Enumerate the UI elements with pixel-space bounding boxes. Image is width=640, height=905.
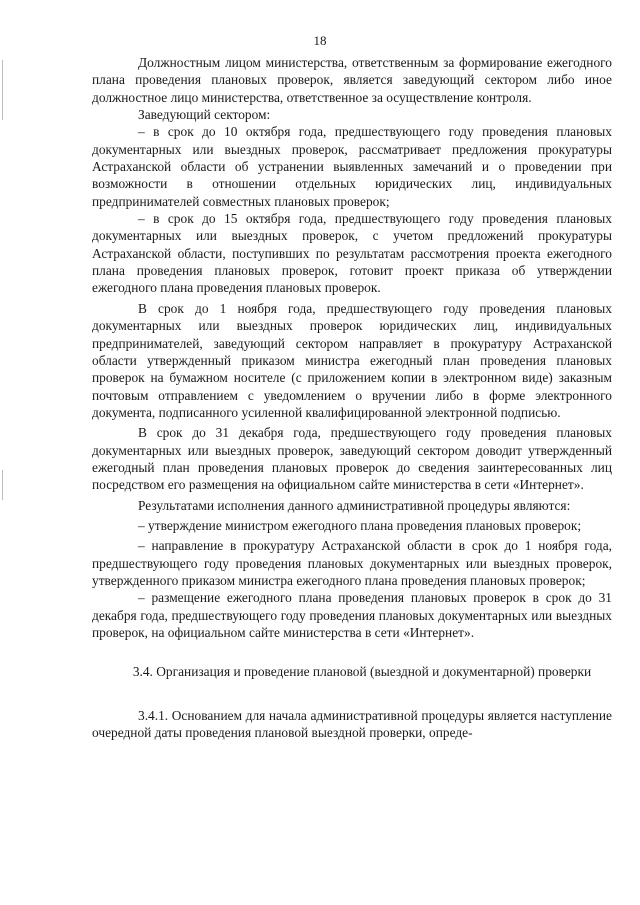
- document-body: [92, 54, 612, 741]
- paragraph-list-item-oct15: – в срок до 15 октября года, предшествующего году проведения плановых документарных или выездных проверок, с учетом предложений прокуратуры Астраханской области, поступивших по результатам рассмотрения проекта ежегодного плана проведения плановых проверок, готовит проект приказа об утверждении ежегодного плана проведения плановых проверок.: [92, 211, 612, 296]
- paragraph-3-4-1: 3.4.1. Основанием для начала административной процедуры является наступление очередной даты проведения плановой выездной проверки, опреде-: [92, 707, 612, 741]
- paragraph-result-approval: – утверждение министром ежегодного плана проведения плановых проверок;: [138, 517, 582, 533]
- paragraph-head-of-sector: Заведующий сектором:: [138, 107, 271, 123]
- paragraph-dec31: В срок до 31 декабря года, предшествующего году проведения плановых документарных или выездных проверок, заведующий сектором доводит утвержденный ежегодный план проведения плановых проверок до сведения заинтересованных лиц посредством его размещения на официальном сайте министерства в сети «Интернет».: [92, 425, 612, 493]
- page-number: 18: [313, 33, 327, 48]
- section-heading: 3.4. Организация и проведение плановой (выездной и документарной) проверки: [132, 664, 592, 680]
- paragraph-nov1: В срок до 1 ноября года, предшествующего году проведения плановых документарных или выездных проверок юридических лиц, индивидуальных предпринимателей, заведующий сектором направляет в прокуратуру Астраханской области утвержденный приказом министра ежегодный план проведения плановых проверок на бумажном носителе (с приложением копии в электронном виде) заказным почтовым отправлением с уведомлением о вручении либо в форме электронного документа, подписанного усиленной квалифицированной электронной подписью.: [92, 300, 612, 420]
- paragraph-results: Результатами исполнения данного административной процедуры являются:: [138, 497, 571, 513]
- scan-edge-mark: [2, 470, 3, 500]
- scan-edge-mark: [2, 60, 3, 120]
- paragraph-list-item-oct10: – в срок до 10 октября года, предшествующего году проведения плановых документарных или выездных проверок, рассматривает предложения прокуратуры Астраханской области об устранении выявленных замечаний и о проведении при возможности в отношении отдельных юридических лиц, индивидуальных предпринимателей совместных плановых проверок;: [92, 124, 612, 209]
- paragraph-result-sending: – направление в прокуратуру Астраханской области в срок до 1 ноября года, предшествующего году проведения плановых документарных или выездных проверок, утвержденного приказом министра ежегодного плана проведения плановых проверок;: [92, 538, 612, 588]
- paragraph-result-publishing: – размещение ежегодного плана проведения плановых проверок в срок до 31 декабря года, предшествующего году проведения плановых документарных или выездных проверок, на официальном сайте министерства в сети «Интернет».: [92, 590, 612, 640]
- paragraph-responsible-official: Должностным лицом министерства, ответственным за формирование ежегодного плана проведения плановых проверок, является заведующий сектором либо иное должностное лицо министерства, ответственное за осуществление контроля.: [92, 55, 612, 105]
